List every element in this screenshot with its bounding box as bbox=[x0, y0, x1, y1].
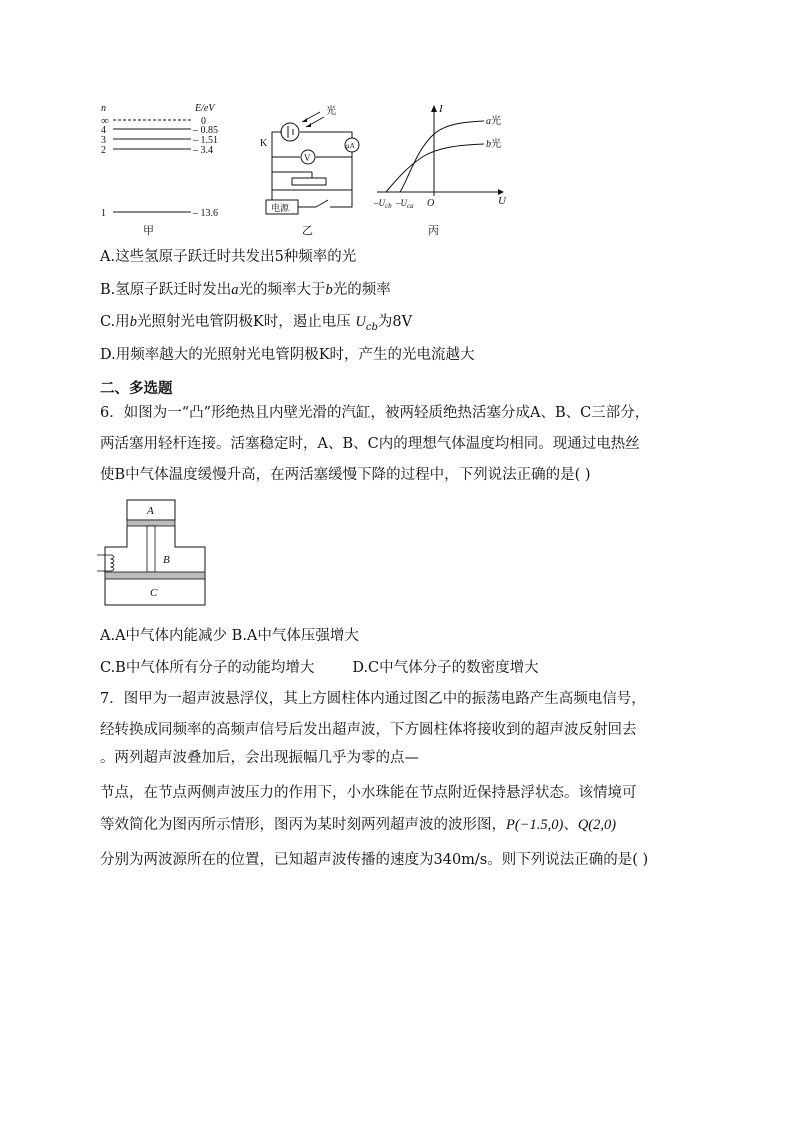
section-heading: 二、多选题 bbox=[100, 380, 173, 397]
label-c: C bbox=[150, 587, 158, 599]
q7-point-p: P(−1.5,0) bbox=[506, 817, 564, 833]
level-3-e: – 1.51 bbox=[193, 135, 218, 146]
heating-wire bbox=[105, 555, 114, 571]
q5-option-d: D.用频率越大的光照射光电管阴极K时，产生的光电流越大 bbox=[100, 347, 475, 363]
tick-uca-sub: ca bbox=[407, 202, 414, 210]
piston-cylinder-diagram bbox=[95, 495, 215, 610]
level-2-e: – 3.4 bbox=[193, 145, 213, 156]
n-header: n bbox=[101, 103, 106, 114]
q5-b-var-a: a bbox=[231, 282, 239, 298]
circuit-wire-top bbox=[300, 132, 352, 138]
lower-piston bbox=[105, 572, 205, 579]
energy-header: E/eV bbox=[195, 103, 215, 114]
q5-b-post: 光的频率 bbox=[332, 282, 391, 298]
q5-c-mid: 光照射光电管阴极K时，遏止电压 bbox=[136, 314, 351, 330]
curve-b-label-text: 光 bbox=[491, 139, 501, 150]
level-inf-e: 0 bbox=[201, 116, 206, 127]
tick-ucb bbox=[373, 198, 392, 210]
i-axis-label: I bbox=[439, 103, 443, 115]
phototube bbox=[281, 123, 299, 141]
q7-line-2: 经转换成同频率的高频声信号后发出超声波，下方圆柱体将接收到的超声波反射回去 bbox=[100, 722, 637, 738]
q6-line-2: 两活塞用轻杆连接。活塞稳定时，A、B、C内的理想气体温度均相同。现通过电热丝 bbox=[100, 436, 640, 452]
voltmeter-label: V bbox=[304, 153, 311, 163]
photoelectric-circuit-diagram bbox=[252, 100, 362, 240]
q7-line-1: 7．图甲为一超声波悬浮仪，其上方圆柱体内通过图乙中的振荡电路产生高频电信号， bbox=[100, 691, 646, 707]
light-label: 光 bbox=[326, 106, 336, 117]
curve-a-label: a光 bbox=[486, 116, 501, 127]
switch-lever bbox=[316, 200, 328, 207]
iu-curve-graph bbox=[372, 100, 522, 240]
q5-c-u: U bbox=[355, 314, 366, 330]
tick-ucb-u: –U bbox=[374, 198, 385, 208]
q7-line-5-text: 等效简化为图丙所示情形，图丙为某时刻两列超声波的波形图， bbox=[100, 817, 506, 833]
q7-point-q: Q(2,0) bbox=[577, 817, 617, 833]
q5-c-post: 为8V bbox=[377, 314, 413, 330]
light-arrowhead-2 bbox=[306, 123, 311, 127]
q7-line-6: 分别为两波源所在的位置，已知超声波传播的速度为340m/s。则下列说法正确的是( ) bbox=[100, 852, 649, 868]
tick-uca-u: –U bbox=[396, 198, 407, 208]
label-a: A bbox=[147, 505, 154, 517]
q5-option-b bbox=[100, 280, 391, 300]
q5-option-a: A.这些氢原子跃迁时共发出5种频率的光 bbox=[100, 249, 357, 265]
curve-b-label: b光 bbox=[486, 139, 501, 150]
curve-a bbox=[400, 121, 484, 192]
q7-line-3: 。两列超声波叠加后，会出现振幅几乎为零的点— bbox=[100, 750, 419, 766]
source-wire-right bbox=[330, 190, 352, 207]
q6-options-row-2 bbox=[100, 658, 539, 678]
u-axis-label: U bbox=[498, 195, 506, 207]
q6-option-c: C.B中气体所有分子的动能均增大 bbox=[100, 660, 315, 676]
level-3-n: 3 bbox=[101, 135, 106, 146]
connecting-rod bbox=[147, 526, 155, 572]
i-axis-arrow bbox=[431, 105, 437, 112]
level-1-n: 1 bbox=[101, 208, 106, 219]
cathode-k-label: K bbox=[260, 138, 268, 149]
q7-line-5 bbox=[100, 815, 616, 835]
q5-b-var-b: b bbox=[325, 282, 333, 298]
caption-bing: 丙 bbox=[428, 225, 439, 237]
q6-option-d: D.C中气体分子的数密度增大 bbox=[352, 660, 539, 676]
q7-line-4: 节点，在节点两侧声波压力的作用下，小水珠能在节点附近保持悬浮状态。该情境可 bbox=[100, 785, 637, 801]
light-arrowhead-1 bbox=[302, 118, 307, 122]
curve-a-label-text: 光 bbox=[491, 116, 501, 127]
upper-piston bbox=[127, 520, 175, 526]
tick-uca bbox=[395, 198, 414, 210]
q5-b-pre: B.氢原子跃迁时发出 bbox=[100, 282, 232, 298]
caption-jia: 甲 bbox=[143, 225, 154, 237]
ammeter-label: μA bbox=[346, 142, 355, 150]
q6-line-1: 6．如图为一“凸”形绝热且内壁光滑的汽缸，被两轻质绝热活塞分成A、B、C三部分， bbox=[100, 405, 650, 421]
rheostat bbox=[292, 178, 326, 185]
q5-c-sub: cb bbox=[365, 321, 378, 333]
q6-line-3: 使B中气体温度缓慢升高，在两活塞缓慢下降的过程中，下列说法正确的是( ) bbox=[100, 467, 591, 483]
tick-ucb-sub: cb bbox=[385, 202, 392, 210]
q5-option-c bbox=[100, 312, 412, 338]
caption-yi: 乙 bbox=[302, 225, 313, 237]
q5-c-var: b bbox=[129, 314, 137, 330]
q6-options-row-1: A.A中气体内能减少 B.A中气体压强增大 bbox=[100, 628, 359, 644]
level-4-e: – 0.85 bbox=[193, 125, 218, 136]
origin-label: O bbox=[427, 198, 435, 209]
level-inf-n: ∞ bbox=[101, 115, 109, 127]
level-2-n: 2 bbox=[101, 145, 106, 156]
q7-point-sep: 、 bbox=[563, 817, 578, 833]
curve-b bbox=[386, 144, 484, 192]
q5-c-pre: C.用 bbox=[100, 314, 130, 330]
level-1-e: – 13.6 bbox=[193, 208, 218, 219]
level-4-n: 4 bbox=[101, 125, 106, 136]
label-b: B bbox=[163, 554, 170, 566]
source-label: 电源 bbox=[271, 203, 290, 213]
q5-b-mid: 光的频率大于 bbox=[238, 282, 326, 298]
energy-level-diagram bbox=[95, 100, 235, 240]
